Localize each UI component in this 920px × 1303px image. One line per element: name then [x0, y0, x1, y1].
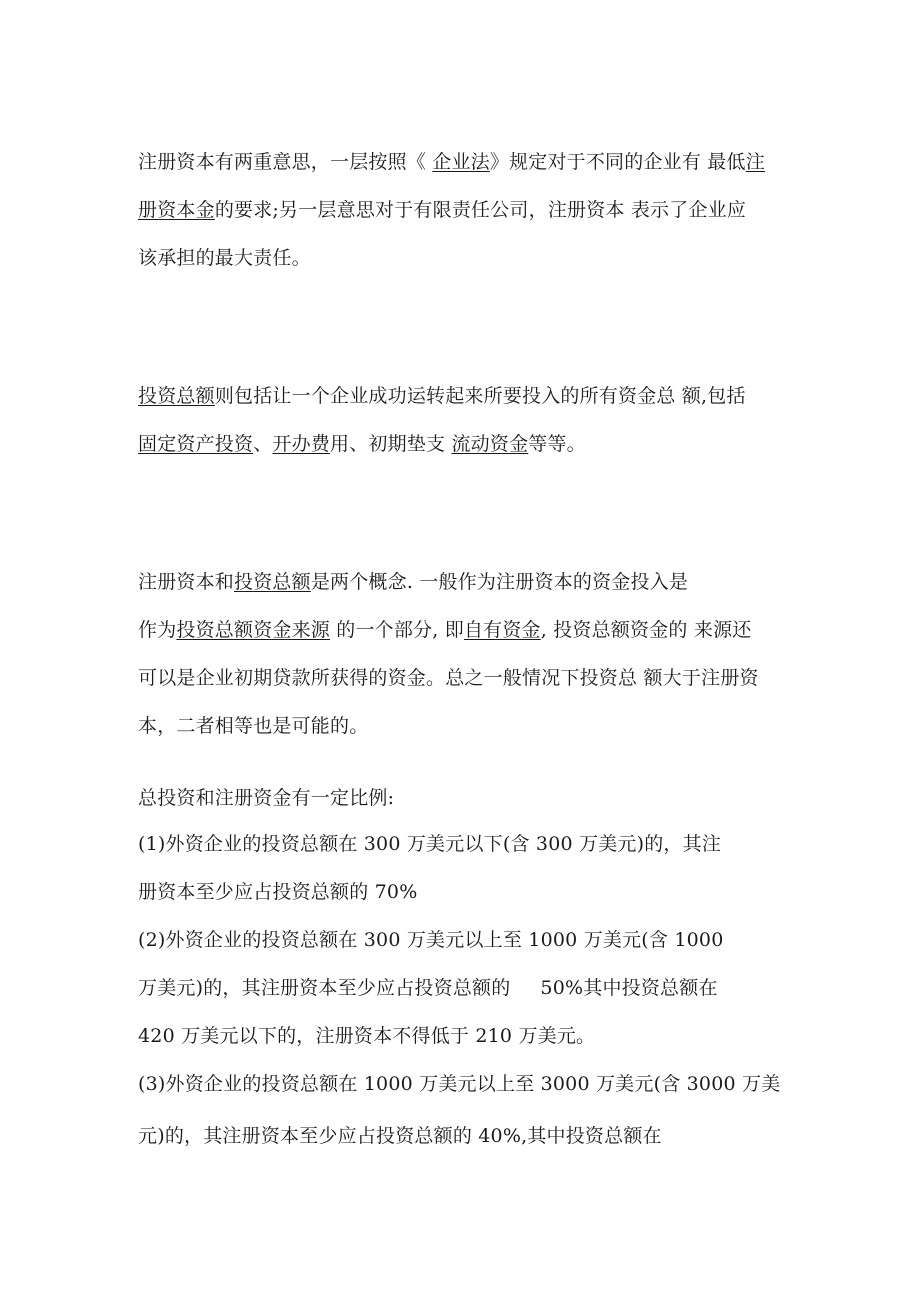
paragraph-4-line-2	[138, 832, 721, 856]
text: 注册资本有两重意思，一层按照《	[138, 151, 433, 173]
text: 则包括让一个企业成功运转起来所要投入的所有资金总 额,包括	[214, 385, 746, 407]
text: 作为	[138, 619, 177, 641]
paragraph-4-line-7	[138, 1072, 780, 1096]
text: 等等。	[528, 433, 586, 455]
text: (3)外资企业的投资总额在 1000 万美元以上至 3000 万美元(含 3000 万美	[138, 1073, 781, 1095]
text: 万美元)的，其注册资本至少应占投资总额的	[138, 977, 511, 999]
paragraph-2-line-1	[138, 384, 746, 408]
paragraph-1-line-1	[138, 150, 765, 174]
link-total-investment-source[interactable]: 投资总额资金来源	[176, 619, 331, 641]
paragraph-3-line-4	[138, 714, 368, 738]
text: 的要求;另一层意思对于有限责任公司，注册资本 表示了企业应	[214, 199, 747, 221]
paragraph-4-line-4	[138, 928, 724, 952]
paragraph-1-line-3	[138, 246, 311, 270]
text: 用、初期垫支	[330, 433, 452, 455]
link-enterprise-law[interactable]: 企业法	[432, 151, 490, 173]
text: 注册资本和	[138, 571, 235, 593]
text: 的一个部分, 即	[330, 619, 464, 641]
text: 是两个概念. 一般作为注册资本的资金投入是	[310, 571, 689, 593]
text: 、	[253, 433, 273, 455]
paragraph-4-line-1	[138, 786, 394, 810]
link-fixed-asset-investment[interactable]: 固定资产投资	[138, 433, 254, 455]
paragraph-4-line-3	[138, 880, 417, 904]
paragraph-4-line-5	[138, 976, 718, 1000]
link-own-funds[interactable]: 自有资金	[463, 619, 541, 641]
link-startup-costs[interactable]: 开办费	[272, 433, 331, 455]
paragraph-4-line-8	[138, 1124, 662, 1148]
text: 该承担的最大责任。	[138, 247, 311, 269]
text: 》规定对于不同的企业有 最低	[489, 151, 746, 173]
paragraph-1-line-2	[138, 198, 746, 222]
paragraph-3-line-2	[138, 618, 751, 642]
paragraph-4-line-6	[138, 1024, 595, 1048]
text: 总投资和注册资金有一定比例:	[138, 787, 395, 809]
link-working-capital[interactable]: 流动资金	[451, 433, 529, 455]
text: (1)外资企业的投资总额在 300 万美元以下(含 300 万美元)的，其注	[138, 833, 722, 855]
text: , 投资总额资金的 来源还	[540, 619, 752, 641]
text: (2)外资企业的投资总额在 300 万美元以上至 1000 万美元(含 1000	[138, 929, 724, 951]
paragraph-2-line-2	[138, 432, 586, 456]
text: 可以是企业初期贷款所获得的资金。总之一般情况下投资总 额大于注册资	[138, 667, 759, 689]
paragraph-3-line-1	[138, 570, 688, 594]
link-registered-capital-part2[interactable]: 册资本金	[138, 199, 215, 221]
paragraph-3-line-3	[138, 666, 759, 690]
text: 本，二者相等也是可能的。	[138, 715, 369, 737]
link-total-investment-2[interactable]: 投资总额	[234, 571, 311, 593]
text: 元)的，其注册资本至少应占投资总额的 40%,其中投资总额在	[138, 1125, 662, 1147]
text: 50%其中投资总额在	[540, 977, 718, 999]
text: 册资本至少应占投资总额的 70%	[138, 881, 418, 903]
link-total-investment[interactable]: 投资总额	[138, 385, 215, 407]
text: 420 万美元以下的，注册资本不得低于 210 万美元。	[138, 1025, 596, 1047]
link-registered-capital-part1[interactable]: 注	[745, 151, 765, 173]
